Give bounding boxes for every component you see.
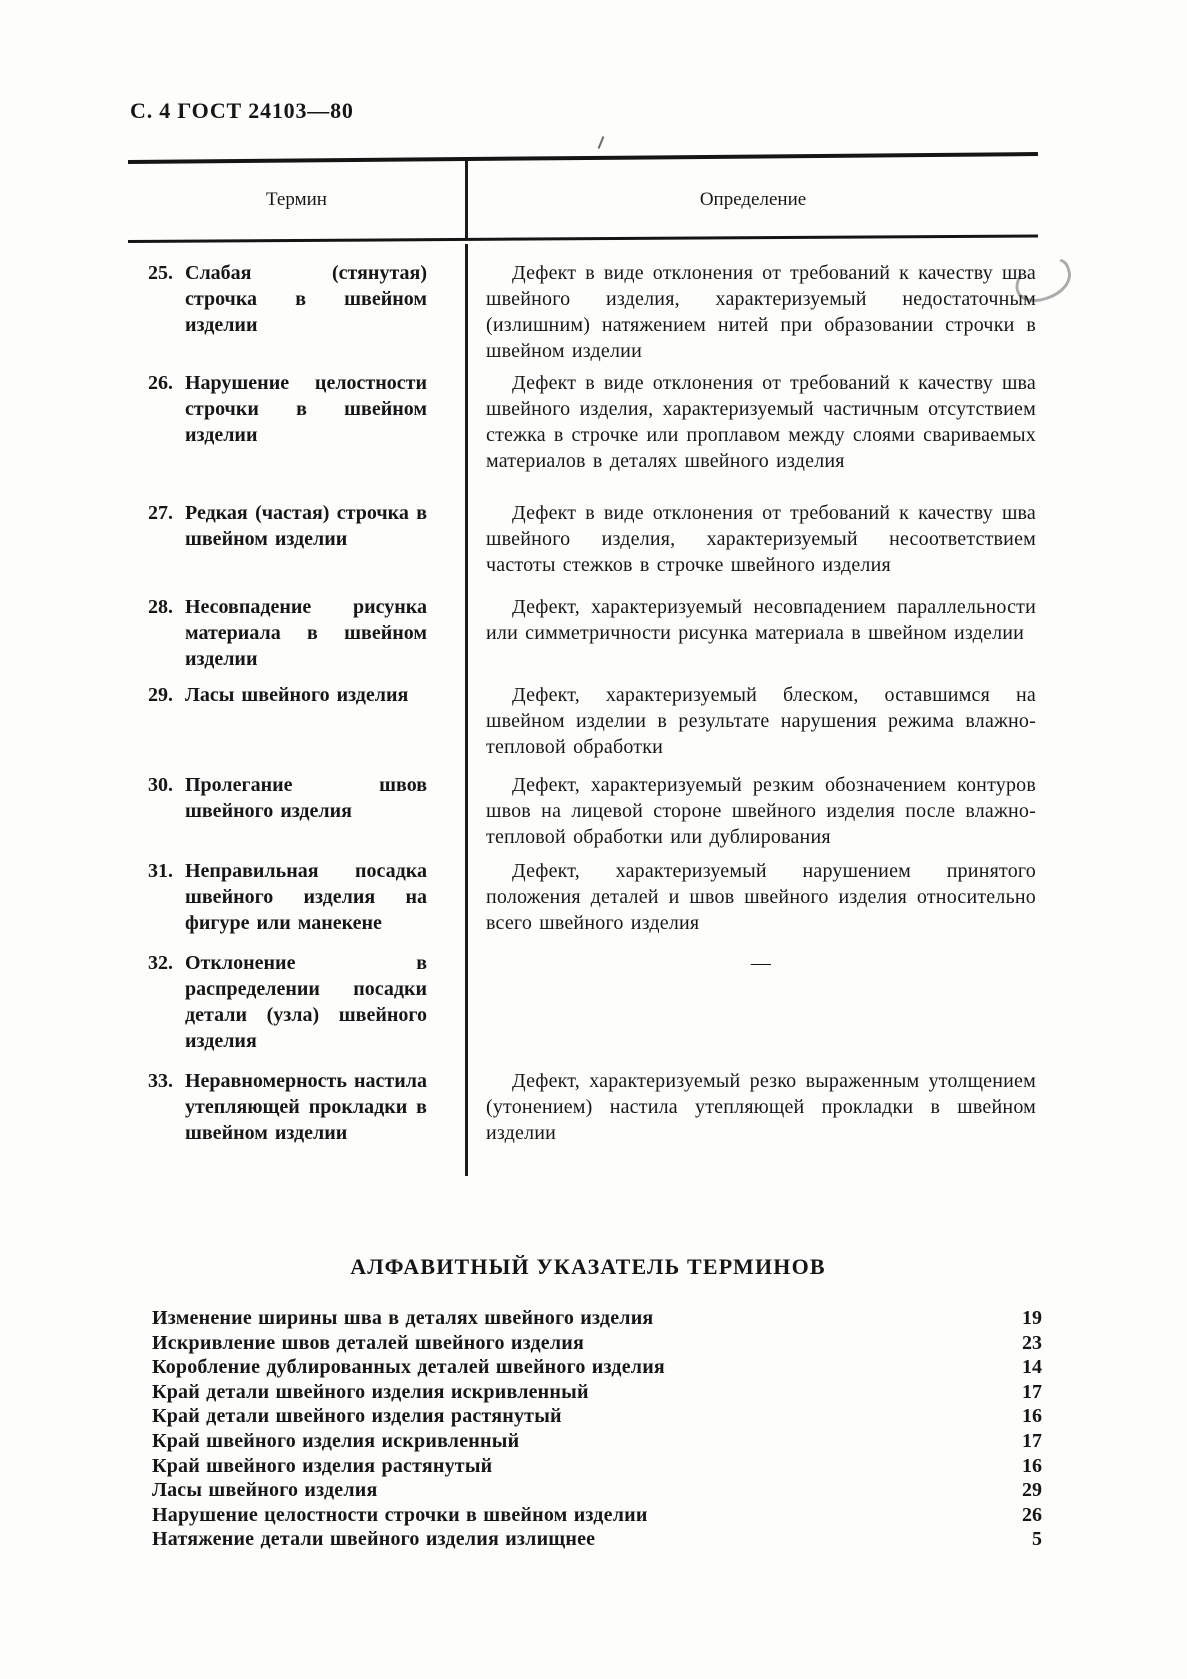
index-entry xyxy=(152,1503,1042,1528)
term-cell xyxy=(128,364,468,474)
index-entry-term: Край швейного изделия растянутый xyxy=(152,1454,493,1477)
table-row xyxy=(128,672,1038,760)
column-header-term: Термин xyxy=(128,160,468,240)
term-cell xyxy=(128,578,468,672)
term-text: Неправильная посадка швейного изделия на фигуре или манекене xyxy=(185,860,427,934)
index-entry-page-number: 14 xyxy=(1022,1356,1042,1379)
term-text: Редкая (частая) строчка в швейном изделии xyxy=(185,502,427,550)
index-entry xyxy=(152,1404,1042,1429)
term-number: 30. xyxy=(148,774,173,796)
index-entry-term: Искривление швов деталей швейного изделия xyxy=(152,1331,585,1354)
term-text: Ласы швейного изделия xyxy=(185,684,409,706)
index-entry-page-number: 17 xyxy=(1022,1429,1042,1452)
alphabetical-index xyxy=(128,1240,1048,1552)
term-number: 32. xyxy=(148,952,173,974)
term-cell xyxy=(128,474,468,578)
term-text: Несовпадение рисунка материала в швейном изделии xyxy=(185,596,427,670)
term-number: 26. xyxy=(148,372,173,394)
term-number: 33. xyxy=(148,1070,173,1092)
index-title: АЛФАВИТНЫЙ УКАЗАТЕЛЬ ТЕРМИНОВ xyxy=(350,1254,826,1279)
index-entry-page-number: 16 xyxy=(1022,1454,1042,1477)
definition-cell: Дефект, характеризуемый блеском, оставшимся на швейном изделии в результате нарушения режима влажно-тепловой обработки xyxy=(486,684,1036,758)
definition-cell: Дефект, характеризуемый резко выраженным утолщением (утонением) настила утепляющей прокладки в швейном изделии xyxy=(486,1070,1036,1144)
definition-cell: Дефект в виде отклонения от требований к качеству шва швейного изделия, характеризуемый несоответствием частоты стежков в строчке швейного изделия xyxy=(486,502,1036,576)
index-entry-page-number: 5 xyxy=(1032,1528,1042,1551)
term-text: Пролегание швов швейного изделия xyxy=(185,774,427,822)
index-entry-page-number: 29 xyxy=(1022,1479,1042,1502)
term-text: Неравномерность настила утепляющей прокладки в швейном изделии xyxy=(185,1070,427,1144)
definition-cell: Дефект в виде отклонения от требований к качеству шва швейного изделия, характеризуемый недостаточным (излишним) натяжением нитей при образовании строчки в швейном изделии xyxy=(486,262,1036,362)
index-entry-page-number: 23 xyxy=(1022,1331,1042,1354)
index-entry xyxy=(152,1306,1042,1331)
index-entry-term: Край швейного изделия искривленный xyxy=(152,1429,520,1452)
term-number: 31. xyxy=(148,860,173,882)
index-entry xyxy=(152,1478,1042,1503)
table-row xyxy=(128,936,1038,1054)
index-entry-term: Коробление дублированных деталей швейного изделия xyxy=(152,1356,665,1379)
term-number: 27. xyxy=(148,502,173,524)
index-entry-page-number: 19 xyxy=(1022,1307,1042,1329)
index-entry-term: Край детали швейного изделия искривленный xyxy=(152,1380,589,1403)
term-cell xyxy=(128,244,468,364)
table-row xyxy=(128,1054,1038,1176)
term-cell xyxy=(128,1054,468,1176)
term-number: 29. xyxy=(148,684,173,706)
term-number: 25. xyxy=(148,262,173,284)
table-row xyxy=(128,244,1038,364)
table-row xyxy=(128,474,1038,578)
term-text: Слабая (стянутая) строчка в швейном изделии xyxy=(185,262,427,336)
index-entry xyxy=(152,1355,1042,1380)
table-row xyxy=(128,364,1038,474)
index-entry xyxy=(152,1380,1042,1405)
term-cell xyxy=(128,760,468,850)
index-entry-page-number: 26 xyxy=(1022,1503,1042,1526)
definition-cell: Дефект в виде отклонения от требований к качеству шва швейного изделия, характеризуемый частичным отсутствием стежка в строчке или проплавом между слоями свариваемых материалов в деталях швейного изделия xyxy=(486,372,1036,472)
terms-table xyxy=(128,160,1038,1176)
index-entry-term: Изменение ширины шва в деталях швейного изделия xyxy=(152,1307,654,1329)
index-entry-term: Натяжение детали швейного изделия излищнее xyxy=(152,1528,596,1551)
definition-cell: — xyxy=(750,952,772,974)
index-entry xyxy=(152,1429,1042,1454)
term-cell xyxy=(128,936,468,1054)
page-header: С. 4 ГОСТ 24103—80 xyxy=(130,98,354,123)
term-text: Нарушение целостности строчки в швейном изделии xyxy=(185,372,427,446)
index-entry-term: Край детали швейного изделия растянутый xyxy=(152,1405,562,1428)
index-entry-page-number: 17 xyxy=(1022,1380,1042,1403)
index-list xyxy=(152,1306,1042,1552)
index-entry-term: Ласы швейного изделия xyxy=(152,1479,378,1502)
index-entry-page-number: 16 xyxy=(1022,1405,1042,1428)
index-entry xyxy=(152,1454,1042,1479)
index-entry xyxy=(152,1527,1042,1552)
definition-cell: Дефект, характеризуемый нарушением принятого положения деталей и швов швейного изделия относительно всего швейного изделия xyxy=(486,860,1036,934)
term-text: Отклонение в распределении посадки детали (узла) швейного изделия xyxy=(185,952,427,1052)
definition-cell: Дефект, характеризуемый резким обозначением контуров швов на лицевой стороне швейного изделия после влажно-тепловой обработки или дублирования xyxy=(486,774,1036,848)
index-entry-term: Нарушение целостности строчки в швейном изделии xyxy=(152,1503,648,1526)
table-body xyxy=(128,240,1038,1176)
index-entry xyxy=(152,1331,1042,1356)
table-row xyxy=(128,850,1038,936)
term-cell xyxy=(128,672,468,760)
definition-cell: Дефект, характеризуемый несовпадением параллельности или симметричности рисунка материала в швейном изделии xyxy=(486,596,1036,644)
table-row xyxy=(128,578,1038,672)
term-number: 28. xyxy=(148,596,173,618)
table-row xyxy=(128,760,1038,850)
scan-artifact xyxy=(598,136,605,149)
column-header-definition: Определение xyxy=(699,189,807,210)
table-header-row xyxy=(128,160,1038,240)
term-cell xyxy=(128,850,468,936)
